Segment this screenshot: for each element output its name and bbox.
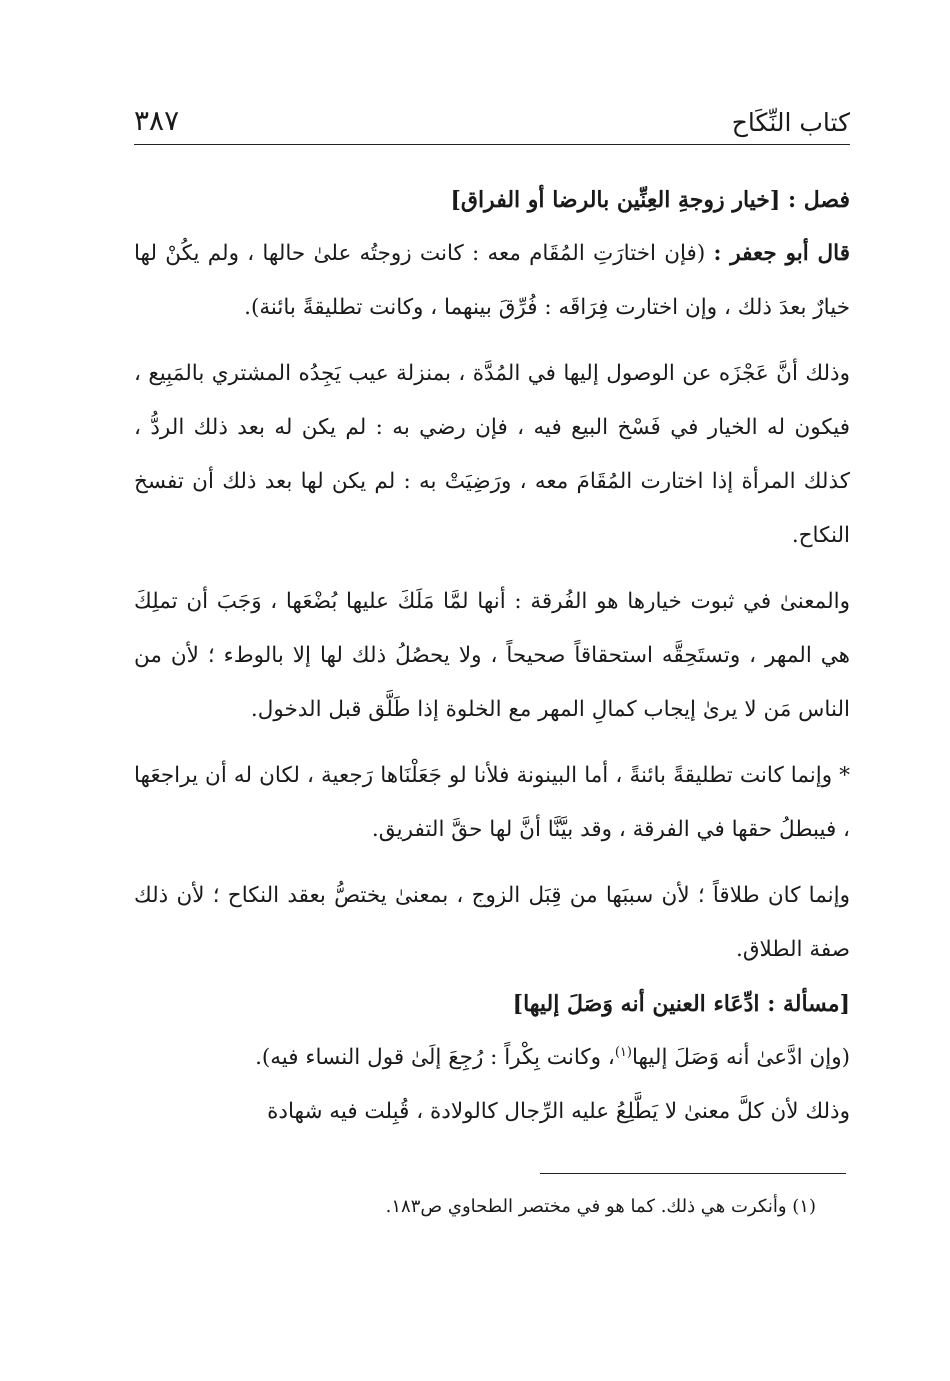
body-text — [134, 173, 850, 1139]
issue-heading: [مسألة : ادِّعَاء العنين أنه وَصَلَ إليها] — [512, 991, 850, 1017]
footnote: (١) وأنكرت هي ذلك. كما هو في مختصر الطحاوي ص١٨٣. — [385, 1196, 816, 1217]
paragraph-3: والمعنىٰ في ثبوت خيارها هو الفُرقة : أنها لمَّا مَلَكَ عليها بُضْعَها ، وَجَبَ أن تملِكَ هي المهر ، وتستَحِقَّه استحقاقاً صحيحاً ، ولا يحصُلُ ذلك لها إلا بالوطء ؛ لأن من الناس مَن لا يرىٰ إيجاب كمالِ المهر مع الخلوة إذا طَلَّق قبل الدخول. — [134, 589, 850, 722]
footnote-reference[interactable]: (١) — [614, 1044, 632, 1060]
paragraph-6 — [134, 1031, 850, 1085]
paragraph-2: وذلك أنَّ عَجْزَه عن الوصول إليها في المُدَّة ، بمنزلة عيب يَجِدُه المشتري بالمَبِيع ، فيكون له الخيار في فَسْخ البيع فيه ، فإن رضي به : لم يكن له بعد ذلك الردُّ ، كذلك المرأة إذا اختارت المُقَامَ معه ، ورَضِيَتْ به : لم يكن لها بعد ذلك أن تفسخ النكاح. — [134, 361, 850, 548]
book-title: كتاب النِّكَاح — [731, 108, 850, 137]
running-header — [134, 88, 850, 145]
book-page — [134, 88, 850, 1139]
paragraph-text: ، وكانت بِكْراً : رُجِعَ إلَىٰ قول النساء فيه). — [255, 1045, 615, 1070]
footnote-divider — [540, 1173, 846, 1174]
paragraph-7: وذلك لأن كلَّ معنىٰ لا يَطَّلِعُ عليه الرِّجال كالولادة ، قُبِلت فيه شهادة — [267, 1099, 850, 1124]
section-heading: فصل : [خيار زوجةِ العِنِّين بالرضا أو الفراق] — [450, 187, 850, 213]
page-number: ٣٨٧ — [134, 104, 180, 138]
paragraph-text: (فإن اختارَتِ المُقَام معه : كانت زوجتُه علىٰ حالها ، ولم يكُنْ لها خيارٌ بعدَ ذلك ، وإن اختارت فِرَاقَه : فُرِّقَ بينهما ، وكانت تطليقةً بائنة). — [134, 241, 850, 320]
paragraph-text: (وإن ادَّعىٰ أنه وَصَلَ إليها — [631, 1045, 850, 1070]
paragraph-4: * وإنما كانت تطليقةً بائنةً ، أما البينونة فلأنا لو جَعَلْنَاها رَجعية ، لكان له أن يراجعَها ، فيبطلُ حقها في الفرقة ، وقد بيَّنَّا أنَّ لها حقَّ التفريق. — [134, 763, 850, 842]
paragraph-5: وإنما كان طلاقاً ؛ لأن سببَها من قِبَل الزوج ، بمعنىٰ يختصُّ بعقد النكاح ؛ لأن ذلك صفة الطلاق. — [134, 883, 850, 962]
paragraph-1 — [134, 227, 850, 335]
paragraph-lead: قال أبو جعفر : — [713, 241, 851, 266]
